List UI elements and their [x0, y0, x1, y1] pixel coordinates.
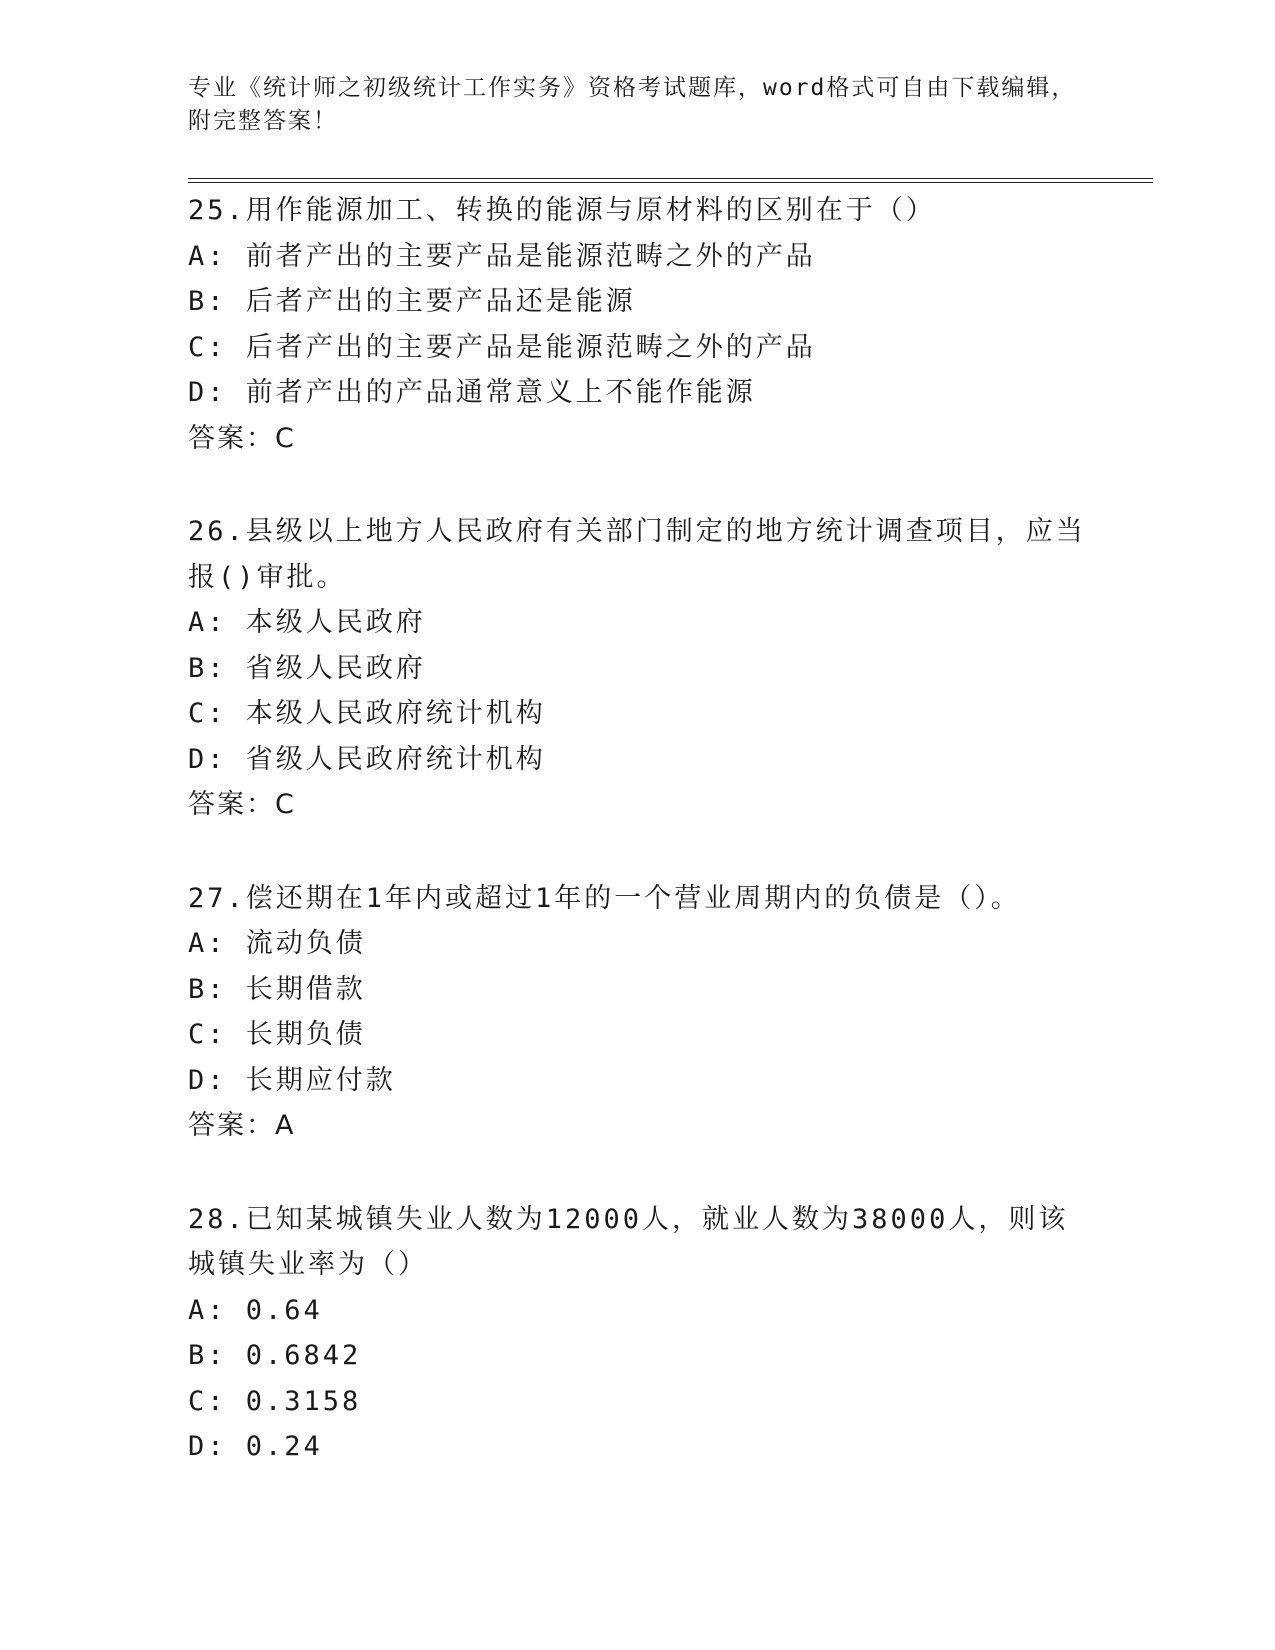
option-d: D: 省级人民政府统计机构 — [188, 743, 546, 775]
question-stem: 26.县级以上地方人民政府有关部门制定的地方统计调查项目，应当报()审批。 — [188, 516, 1086, 593]
option-c: C: 本级人民政府统计机构 — [188, 698, 546, 729]
question-28 — [188, 1197, 1088, 1470]
question-stem: 27.偿还期在1年内或超过1年的一个营业周期内的负债是（）。 — [188, 882, 1021, 914]
option-c: C: 0.3158 — [188, 1385, 362, 1417]
question-list — [188, 188, 1088, 1518]
option-d: D: 0.24 — [188, 1431, 323, 1462]
question-25 — [188, 188, 1088, 461]
document-header — [188, 72, 1088, 138]
option-a: A: 0.64 — [188, 1294, 323, 1326]
answer-line: 答案：A — [188, 1110, 296, 1141]
option-a: A: 流动负债 — [188, 928, 366, 959]
option-b: B: 后者产出的主要产品还是能源 — [188, 286, 636, 317]
question-stem: 28.已知某城镇失业人数为12000人，就业人数为38000人，则该城镇失业率为（） — [188, 1203, 1069, 1280]
option-b: B: 省级人民政府 — [188, 652, 426, 684]
header-divider — [188, 178, 1153, 183]
option-d: D: 长期应付款 — [188, 1064, 396, 1096]
option-c: C: 后者产出的主要产品是能源范畴之外的产品 — [188, 331, 816, 363]
question-26 — [188, 509, 1088, 828]
answer-line: 答案：C — [188, 422, 296, 454]
option-c: C: 长期负债 — [188, 1019, 366, 1050]
option-b: B: 长期借款 — [188, 973, 366, 1005]
option-a: A: 前者产出的主要产品是能源范畴之外的产品 — [188, 240, 816, 272]
header-line-1: 专业《统计师之初级统计工作实务》资格考试题库，word格式可自由下载编辑， — [188, 75, 1077, 101]
question-27 — [188, 876, 1088, 1149]
header-line-2: 附完整答案！ — [188, 108, 338, 134]
option-b: B: 0.6842 — [188, 1340, 362, 1371]
option-a: A: 本级人民政府 — [188, 607, 426, 638]
option-d: D: 前者产出的产品通常意义上不能作能源 — [188, 377, 756, 408]
question-stem: 25.用作能源加工、转换的能源与原材料的区别在于（） — [188, 195, 936, 226]
answer-line: 答案：C — [188, 789, 296, 820]
